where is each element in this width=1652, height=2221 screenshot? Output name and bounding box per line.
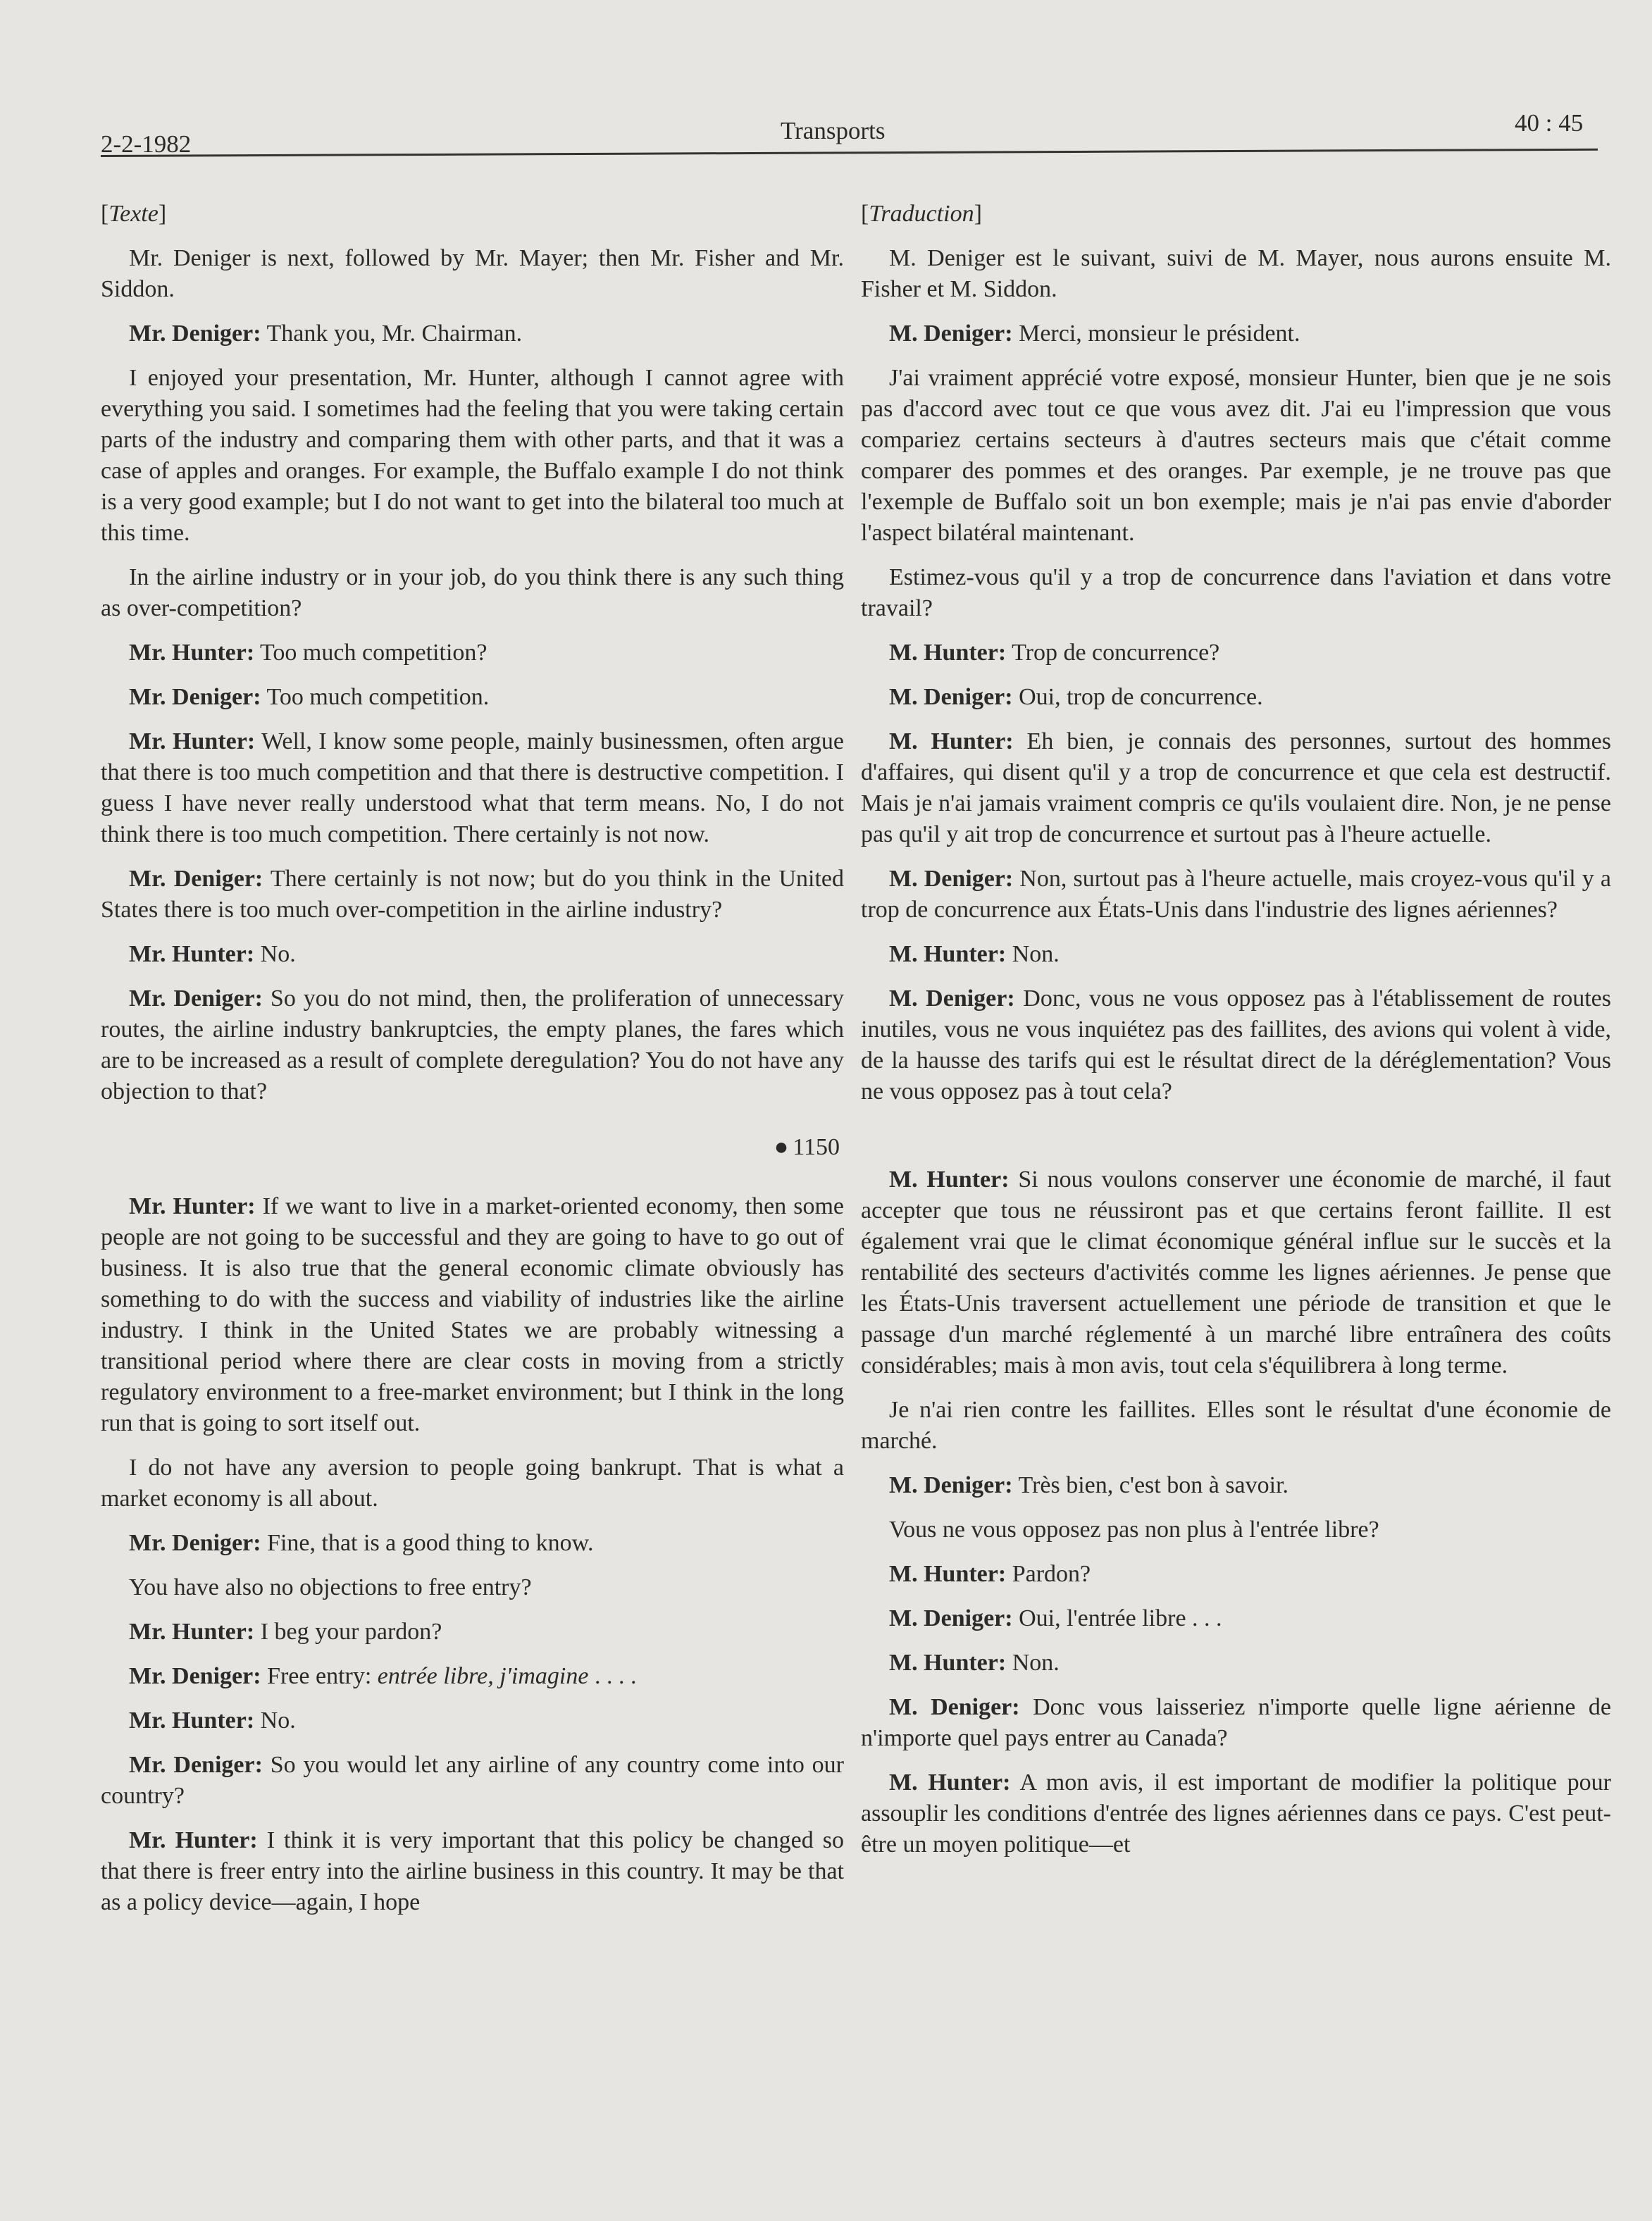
paragraph: Estimez-vous qu'il y a trop de concurrence dans l'aviation et dans votre travail?	[861, 564, 1611, 621]
speaker: Mr. Deniger:	[129, 1663, 261, 1689]
paragraph: M. Deniger: Non, surtout pas à l'heure actuelle, mais croyez-vous qu'il y a trop de concurrence aux États-Unis dans l'industrie des lignes aériennes?	[861, 866, 1611, 923]
paragraph: You have also no objections to free entry?	[129, 1574, 532, 1600]
paragraph: Mr. Hunter: Too much competition?	[129, 640, 487, 666]
paragraph: M. Deniger: Oui, l'entrée libre . . .	[889, 1605, 1222, 1631]
paragraph: M. Deniger: Merci, monsieur le président.	[889, 321, 1300, 347]
paragraph: Mr. Hunter: No.	[129, 941, 296, 967]
paragraph: Mr. Deniger: Thank you, Mr. Chairman.	[129, 321, 523, 347]
paragraph: Mr. Deniger: So you do not mind, then, the proliferation of unnecessary routes, the airline industry bankruptcies, the empty planes, the fares which are to be increased as a result of complete deregulation? You do not have any objection to that?	[101, 985, 844, 1105]
speaker: Mr. Hunter:	[129, 1193, 256, 1219]
paragraph: Mr. Hunter: If we want to live in a market-oriented economy, then some people are not going to be successful and they are going to have to go out of business. It is also true that the general economic climate obviously has something to do with the success and viability of industries like the airline industry. I think in the United States we are probably witnessing a transitional period where there are clear costs in moving from a strictly regulatory environment to a free-market environment; but I think in the long run that is going to sort itself out.	[101, 1193, 844, 1436]
speaker: M. Hunter:	[889, 1650, 1007, 1676]
paragraph: I do not have any aversion to people going bankrupt. That is what a market economy is all about.	[101, 1455, 844, 1512]
speaker: Mr. Hunter:	[129, 640, 255, 666]
speaker: M. Hunter:	[889, 728, 1014, 754]
time-marker: ● 1150	[774, 1134, 840, 1160]
speaker: Mr. Hunter:	[129, 728, 256, 754]
speaker: M. Hunter:	[889, 1167, 1010, 1193]
paragraph: Vous ne vous opposez pas non plus à l'entrée libre?	[889, 1517, 1379, 1543]
paragraph: M. Hunter: Eh bien, je connais des personnes, surtout des hommes d'affaires, qui disent qu'il y a trop de concurrence et que cela est destructif. Mais je n'ai jamais vraiment compris ce qu'ils voulaient dire. Non, je ne pense pas qu'il y ait trop de concurrence et surtout pas à l'heure actuelle.	[861, 728, 1611, 847]
paragraph: M. Hunter: Non.	[889, 1650, 1060, 1676]
header-rule	[101, 149, 1598, 157]
paragraph: I enjoyed your presentation, Mr. Hunter, although I cannot agree with everything you said. I sometimes had the feeling that you were taking certain parts of the industry and comparing them with other parts, and that it was a case of apples and oranges. For example, the Buffalo example I do not think is a very good example; but I do not want to get into the bilateral too much at this time.	[101, 365, 844, 546]
paragraph: Mr. Deniger: Free entry: entrée libre, j'imagine . . . .	[129, 1663, 637, 1689]
paragraph: M. Hunter: A mon avis, il est important de modifier la politique pour assouplir les conditions d'entrée des lignes aériennes dans ce pays. C'est peut-être un moyen politique—et	[861, 1769, 1611, 1858]
paragraph: M. Deniger: Donc, vous ne vous opposez pas à l'établissement de routes inutiles, vous ne vous inquiétez pas des faillites, des avions qui volent à vide, de la hausse des tarifs qui est le résultat direct de la déréglementation? Vous ne vous opposez pas à tout cela?	[861, 985, 1611, 1105]
paragraph: Mr. Deniger: There certainly is not now; but do you think in the United States there is too much over-competition in the airline industry?	[101, 866, 844, 923]
speaker: Mr. Hunter:	[129, 1619, 255, 1645]
section-label-traduction: [Traduction]	[861, 201, 982, 227]
paragraph: M. Hunter: Si nous voulons conserver une économie de marché, il faut accepter que tous ne réussiront pas et que certains feront faillite. Il est également vrai que le climat économique général influe sur le succès et la rentabilité des secteurs d'activités comme les lignes aériennes. Je pense que les États-Unis traversent actuellement une période de transition et que le passage d'un marché réglementé à un marché libre entraînera des coûts considérables; mais à mon avis, tout cela s'équilibrera à long terme.	[861, 1167, 1611, 1379]
speaker: M. Deniger:	[889, 1605, 1013, 1631]
header-page-number: 40 : 45	[1515, 109, 1584, 137]
paragraph: Mr. Hunter: I beg your pardon?	[129, 1619, 442, 1645]
paragraph: M. Deniger: Très bien, c'est bon à savoir.	[889, 1472, 1289, 1498]
paragraph: Mr. Hunter: No.	[129, 1707, 296, 1734]
header-title: Transports	[781, 117, 886, 144]
french-column	[861, 199, 1611, 1874]
speaker: Mr. Hunter:	[129, 941, 255, 967]
paragraph: J'ai vraiment apprécié votre exposé, monsieur Hunter, bien que je ne sois pas d'accord avec tout ce que vous avez dit. J'ai eu l'impression que vous compariez certains secteurs à d'autres secteurs mais que c'était comme comparer des pommes et des oranges. Par exemple, je ne trouve pas que l'exemple de Buffalo soit un bon exemple; mais je n'ai pas envie d'aborder l'aspect bilatéral maintenant.	[861, 365, 1611, 546]
speaker: M. Deniger:	[889, 985, 1015, 1012]
paragraph: In the airline industry or in your job, do you think there is any such thing as over-competition?	[101, 564, 844, 621]
speaker: M. Deniger:	[889, 1694, 1020, 1720]
paragraph: Mr. Deniger: Too much competition.	[129, 684, 490, 710]
paragraph: Mr. Deniger: So you would let any airline of any country come into our country?	[101, 1752, 844, 1809]
speaker: Mr. Deniger:	[129, 1752, 263, 1778]
speaker: Mr. Hunter:	[129, 1707, 255, 1734]
paragraph: Mr. Hunter: I think it is very important that this policy be changed so that there is freer entry into the airline business in this country. It may be that as a policy device—again, I hope	[101, 1827, 844, 1915]
paragraph: Mr. Deniger: Fine, that is a good thing to know.	[129, 1530, 594, 1556]
speaker: M. Deniger:	[889, 684, 1013, 710]
paragraph: Mr. Deniger is next, followed by Mr. Mayer; then Mr. Fisher and Mr. Siddon.	[101, 245, 844, 302]
speaker: M. Hunter:	[889, 941, 1007, 967]
speaker: Mr. Deniger:	[129, 684, 261, 710]
english-column	[101, 199, 844, 1931]
speaker: Mr. Deniger:	[129, 321, 261, 347]
paragraph: M. Hunter: Non.	[889, 941, 1060, 967]
speaker: M. Deniger:	[889, 321, 1013, 347]
speaker: M. Hunter:	[889, 640, 1007, 666]
header-date: 2-2-1982	[101, 130, 192, 158]
paragraph: M. Deniger est le suivant, suivi de M. Mayer, nous aurons ensuite M. Fisher et M. Siddon.	[861, 245, 1611, 302]
speaker: Mr. Deniger:	[129, 1530, 261, 1556]
speaker: M. Hunter:	[889, 1561, 1007, 1587]
section-label-texte: [Texte]	[101, 201, 167, 227]
paragraph: M. Deniger: Oui, trop de concurrence.	[889, 684, 1263, 710]
speaker: M. Deniger:	[889, 866, 1014, 892]
paragraph: Mr. Hunter: Well, I know some people, mainly businessmen, often argue that there is too much competition and that there is destructive competition. I guess I have never really understood what that term means. No, I do not think there is too much competition. There certainly is not now.	[101, 728, 844, 847]
speaker: Mr. Deniger:	[129, 866, 263, 892]
paragraph: Je n'ai rien contre les faillites. Elles sont le résultat d'une économie de marché.	[861, 1397, 1611, 1454]
paragraph: M. Hunter: Pardon?	[889, 1561, 1091, 1587]
paragraph: M. Hunter: Trop de concurrence?	[889, 640, 1220, 666]
spacer	[861, 1121, 1611, 1164]
speaker: M. Deniger:	[889, 1472, 1013, 1498]
paragraph: M. Deniger: Donc vous laisseriez n'importe quelle ligne aérienne de n'importe quel pays entrer au Canada?	[861, 1694, 1611, 1751]
speaker: Mr. Deniger:	[129, 985, 263, 1012]
speaker: M. Hunter:	[889, 1769, 1011, 1796]
bullet-icon: ●	[774, 1134, 789, 1160]
speaker: Mr. Hunter:	[129, 1827, 258, 1853]
